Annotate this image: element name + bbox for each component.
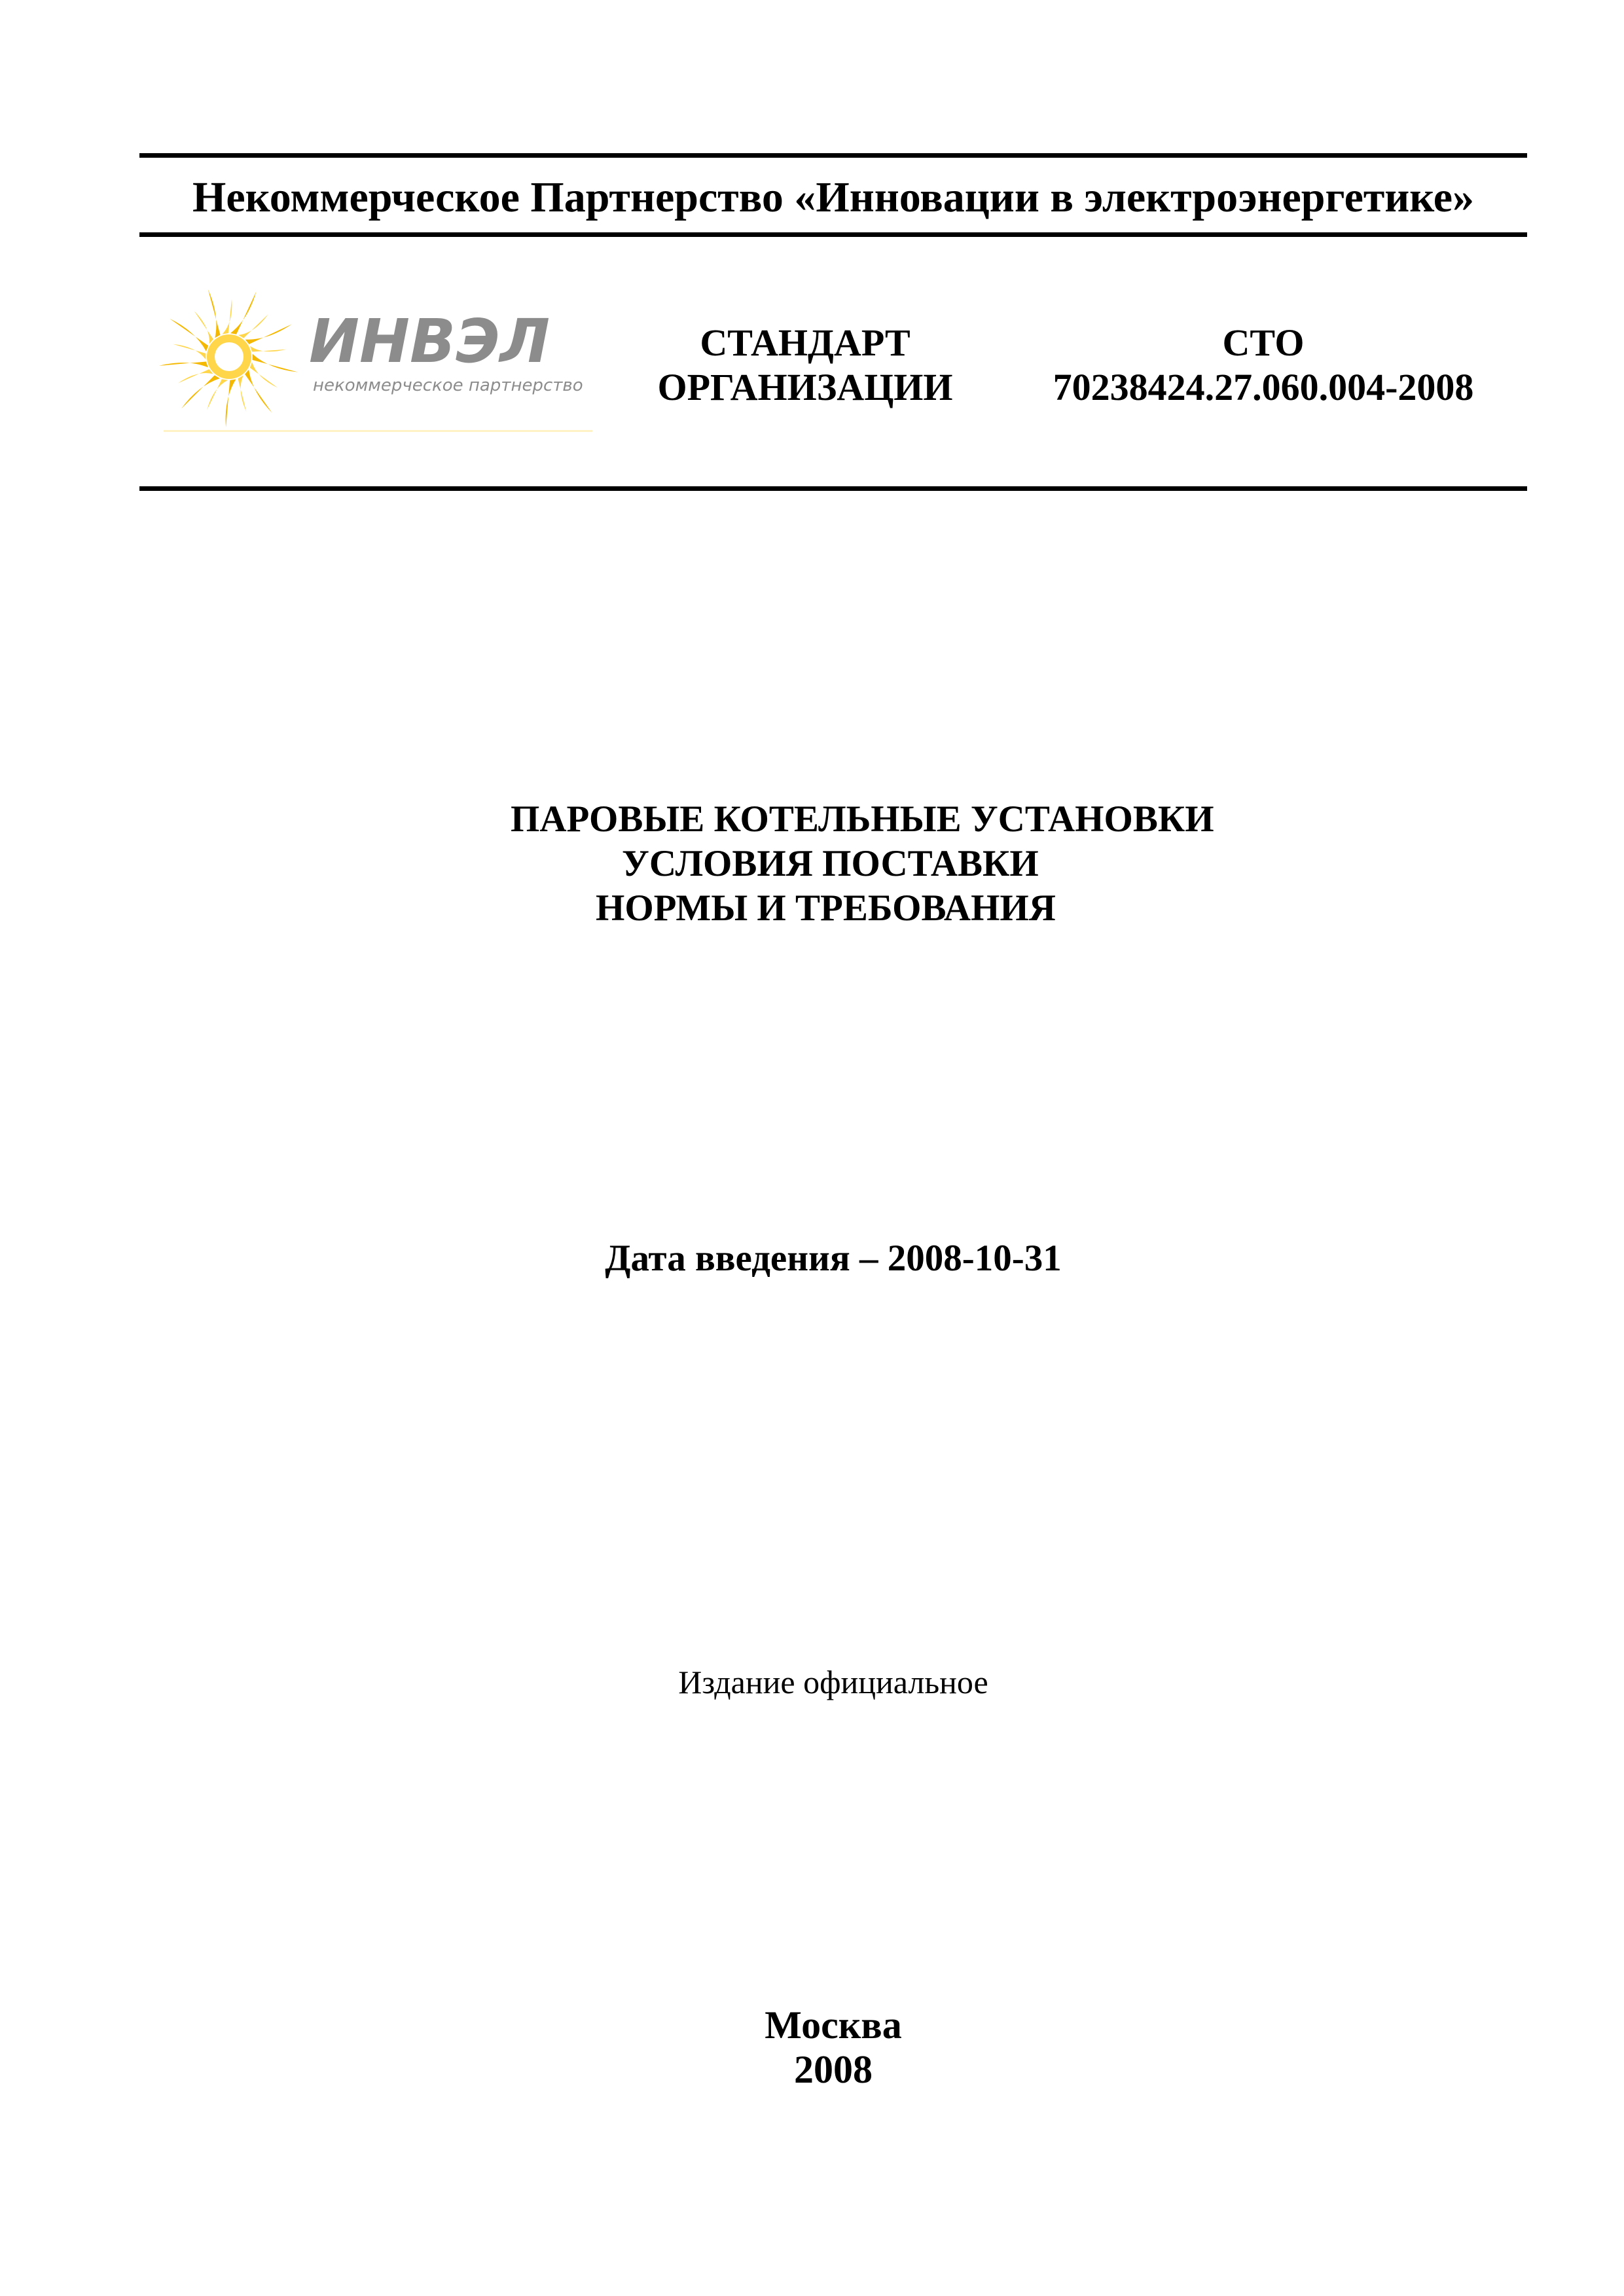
document-title-line-3: НОРМЫ И ТРЕБОВАНИЯ	[596, 888, 1056, 929]
sun-ray	[173, 344, 206, 360]
edition-note: Издание официальное	[678, 1664, 988, 1700]
sun-ray	[253, 354, 298, 372]
sun-ray	[238, 376, 247, 412]
sun-ray	[230, 291, 257, 334]
top-rule	[139, 153, 1527, 158]
logo-brand-text: ИНВЭЛ	[309, 306, 550, 376]
sun-ray	[208, 289, 221, 338]
document-title-line-1: ПАРОВЫЕ КОТЕЛЬНЫЕ УСТАНОВКИ	[511, 798, 1214, 840]
sun-ray	[245, 324, 292, 344]
introduction-date: Дата введения – 2008-10-31	[605, 1238, 1062, 1279]
sun-ray	[194, 311, 213, 344]
standard-title-line-2: ОРГАНИЗАЦИИ	[657, 366, 953, 408]
document-title-line-2: УСЛОВИЯ ПОСТАВКИ	[622, 843, 1039, 884]
sun-ray	[181, 375, 220, 408]
standard-title	[628, 321, 982, 410]
sun-ray	[226, 379, 236, 427]
standard-code-prefix: СТО	[1222, 321, 1305, 364]
header-bottom-rule	[139, 486, 1527, 491]
standard-code-number: 70238424.27.060.004-2008	[1053, 366, 1474, 408]
standard-title-line-1: СТАНДАРТ	[700, 321, 911, 364]
sun-ray	[207, 379, 228, 410]
sun-ray	[223, 299, 232, 334]
document-title	[497, 797, 1237, 931]
standard-code	[1028, 321, 1499, 410]
sun-ray	[170, 319, 208, 351]
publication-city: Москва	[765, 2003, 902, 2047]
header-rule	[139, 232, 1527, 237]
publication-year: 2008	[794, 2048, 873, 2091]
sun-ray	[238, 314, 268, 338]
organization-logo	[157, 278, 596, 442]
organization-name: Некоммерческое Партнерство «Инновации в электроэнергетике»	[192, 173, 1474, 221]
sun-ray	[245, 370, 272, 413]
logo-tagline-text: некоммерческое партнерство	[313, 376, 583, 395]
sun-ray	[159, 362, 208, 368]
sun-ray	[178, 369, 213, 383]
sun-ray	[250, 346, 286, 352]
